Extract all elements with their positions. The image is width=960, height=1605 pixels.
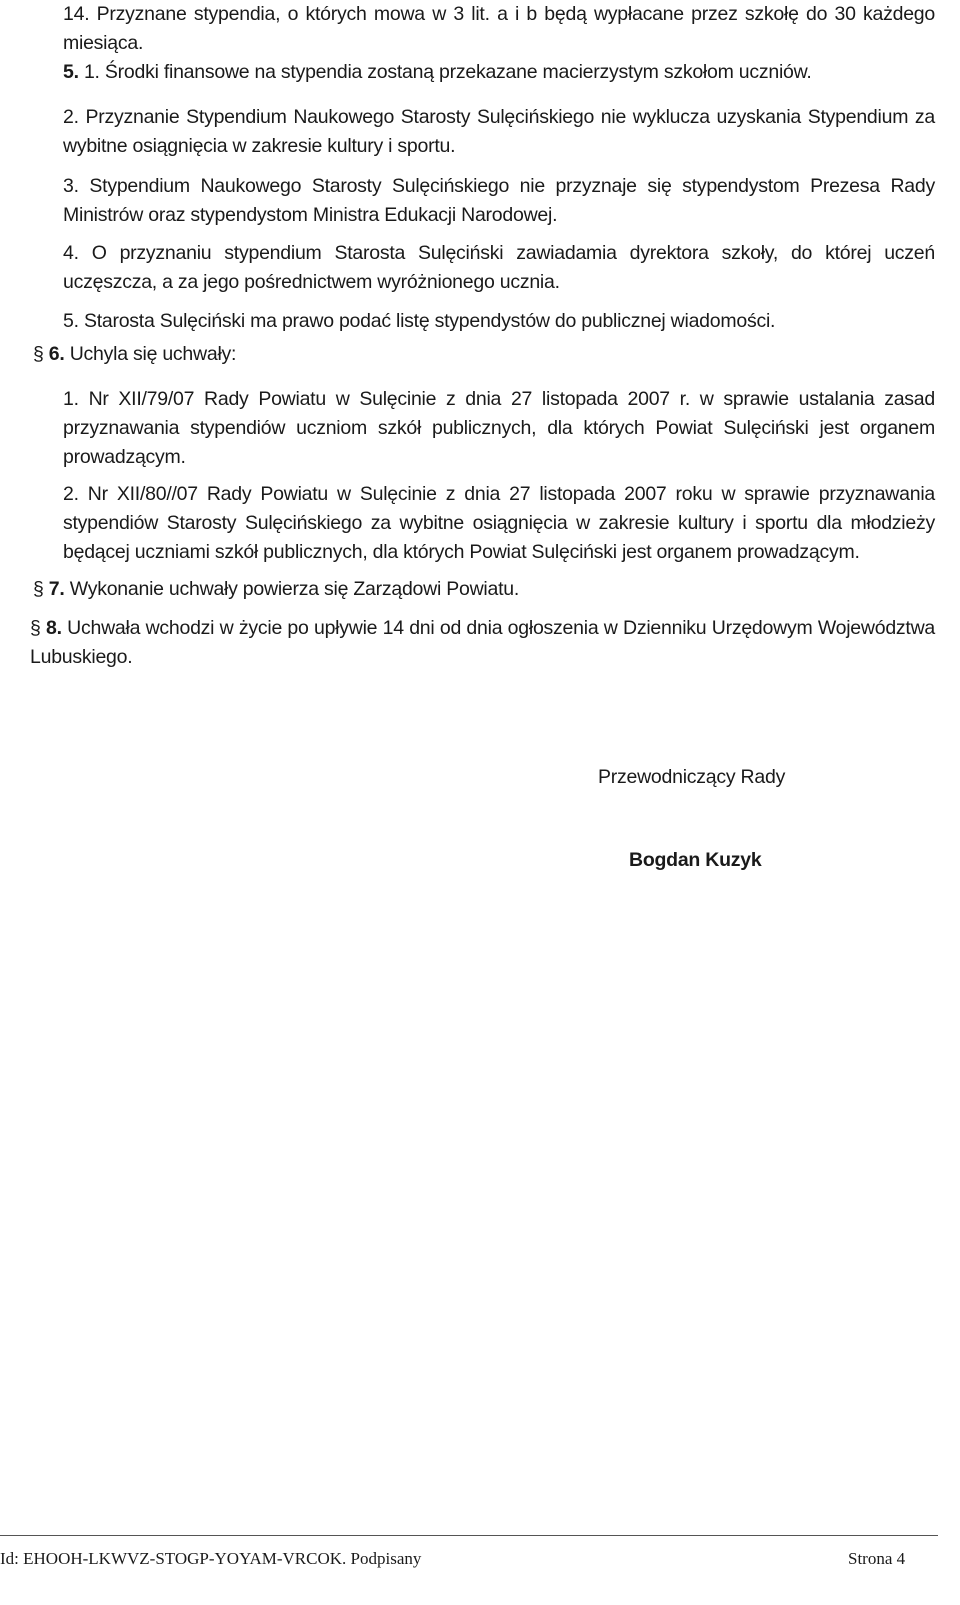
point-3 [63, 172, 935, 230]
point-4 [63, 239, 935, 297]
section-number: 7. [48, 578, 65, 600]
paragraph-text: Wykonanie uchwały powierza się Zarządowi Powiatu. [69, 578, 520, 600]
paragraph-text: Stypendium Naukowego Starosty Sulęcińskiego nie przyznaje się stypendystom Prezesa Rady Ministrów oraz stypendystom Ministra Edukacji Narodowej. [63, 175, 935, 226]
repealed-resolution-2 [63, 480, 935, 567]
section-number: 6. [48, 343, 65, 365]
section-mark: § [33, 578, 44, 600]
section-7 [33, 575, 905, 604]
section-number: 5. [63, 61, 79, 83]
footer-document-id: Id: EHOOH-LKWVZ-STOGP-YOYAM-VRCOK. Podpisany [0, 1549, 422, 1568]
section-5-point-1 [63, 58, 935, 87]
paragraph-text: Starosta Sulęciński ma prawo podać listę stypendystów do publicznej wiadomości. [83, 310, 776, 332]
paragraph-text: Nr XII/79/07 Rady Powiatu w Sulęcinie z dnia 27 listopada 2007 r. w sprawie ustalania zasad przyznawania stypendiów uczniom szkół publicznych, dla których Powiat Sulęciński jest organem prowadzącym. [63, 388, 935, 468]
footer-page-number: Strona 4 [848, 1549, 906, 1568]
signature-name: Bogdan Kuzyk [629, 849, 762, 871]
point-number: 2. [63, 483, 79, 505]
point-number: 5. [63, 310, 79, 332]
section-number: 8. [46, 617, 62, 639]
section-mark: § [30, 617, 41, 639]
point-number: 1. [63, 388, 79, 410]
section-6 [33, 340, 905, 369]
paragraph-text: Uchwała wchodzi w życie po upływie 14 dni od dnia ogłoszenia w Dzienniku Urzędowym Województwa Lubuskiego. [30, 617, 936, 668]
paragraph-text: Przyznanie Stypendium Naukowego Starosty Sulęcińskiego nie wyklucza uzyskania Stypendium za wybitne osiągnięcia w zakresie kultury i sportu. [63, 106, 935, 157]
paragraph-number: 14. [63, 3, 90, 25]
point-number: 3. [63, 175, 79, 197]
point-2 [63, 103, 935, 161]
signature-title: Przewodniczący Rady [598, 766, 786, 788]
footer-divider [0, 1535, 938, 1536]
paragraph-text: Uchyla się uchwały: [69, 343, 237, 365]
paragraph-text: Środki finansowe na stypendia zostaną przekazane macierzystym szkołom uczniów. [104, 61, 812, 83]
paragraph-text: O przyznaniu stypendium Starosta Sulęciński zawiadamia dyrektora szkoły, do której uczeń uczęszcza, a za jego pośrednictwem wyróżnionego ucznia. [63, 242, 935, 293]
paragraph-text: Nr XII/80//07 Rady Powiatu w Sulęcinie z dnia 27 listopada 2007 roku w sprawie przyznawania stypendiów Starosty Sulęcińskiego za wybitne osiągnięcia w zakresie kultury i sportu dla młodzieży będącej uczniami szkół publicznych, dla których Powiat Sulęciński jest organem prowadzącym. [63, 483, 935, 563]
point-number: 4. [63, 242, 79, 264]
repealed-resolution-1 [63, 385, 935, 472]
section-8 [30, 614, 935, 672]
paragraph-text: Przyznane stypendia, o których mowa w 3 lit. a i b będą wypłacane przez szkołę do 30 każdego miesiąca. [63, 3, 935, 54]
point-number: 1. [83, 61, 100, 83]
paragraph-14 [63, 0, 935, 58]
point-5 [63, 307, 935, 336]
point-number: 2. [63, 106, 79, 128]
section-mark: § [33, 343, 44, 365]
